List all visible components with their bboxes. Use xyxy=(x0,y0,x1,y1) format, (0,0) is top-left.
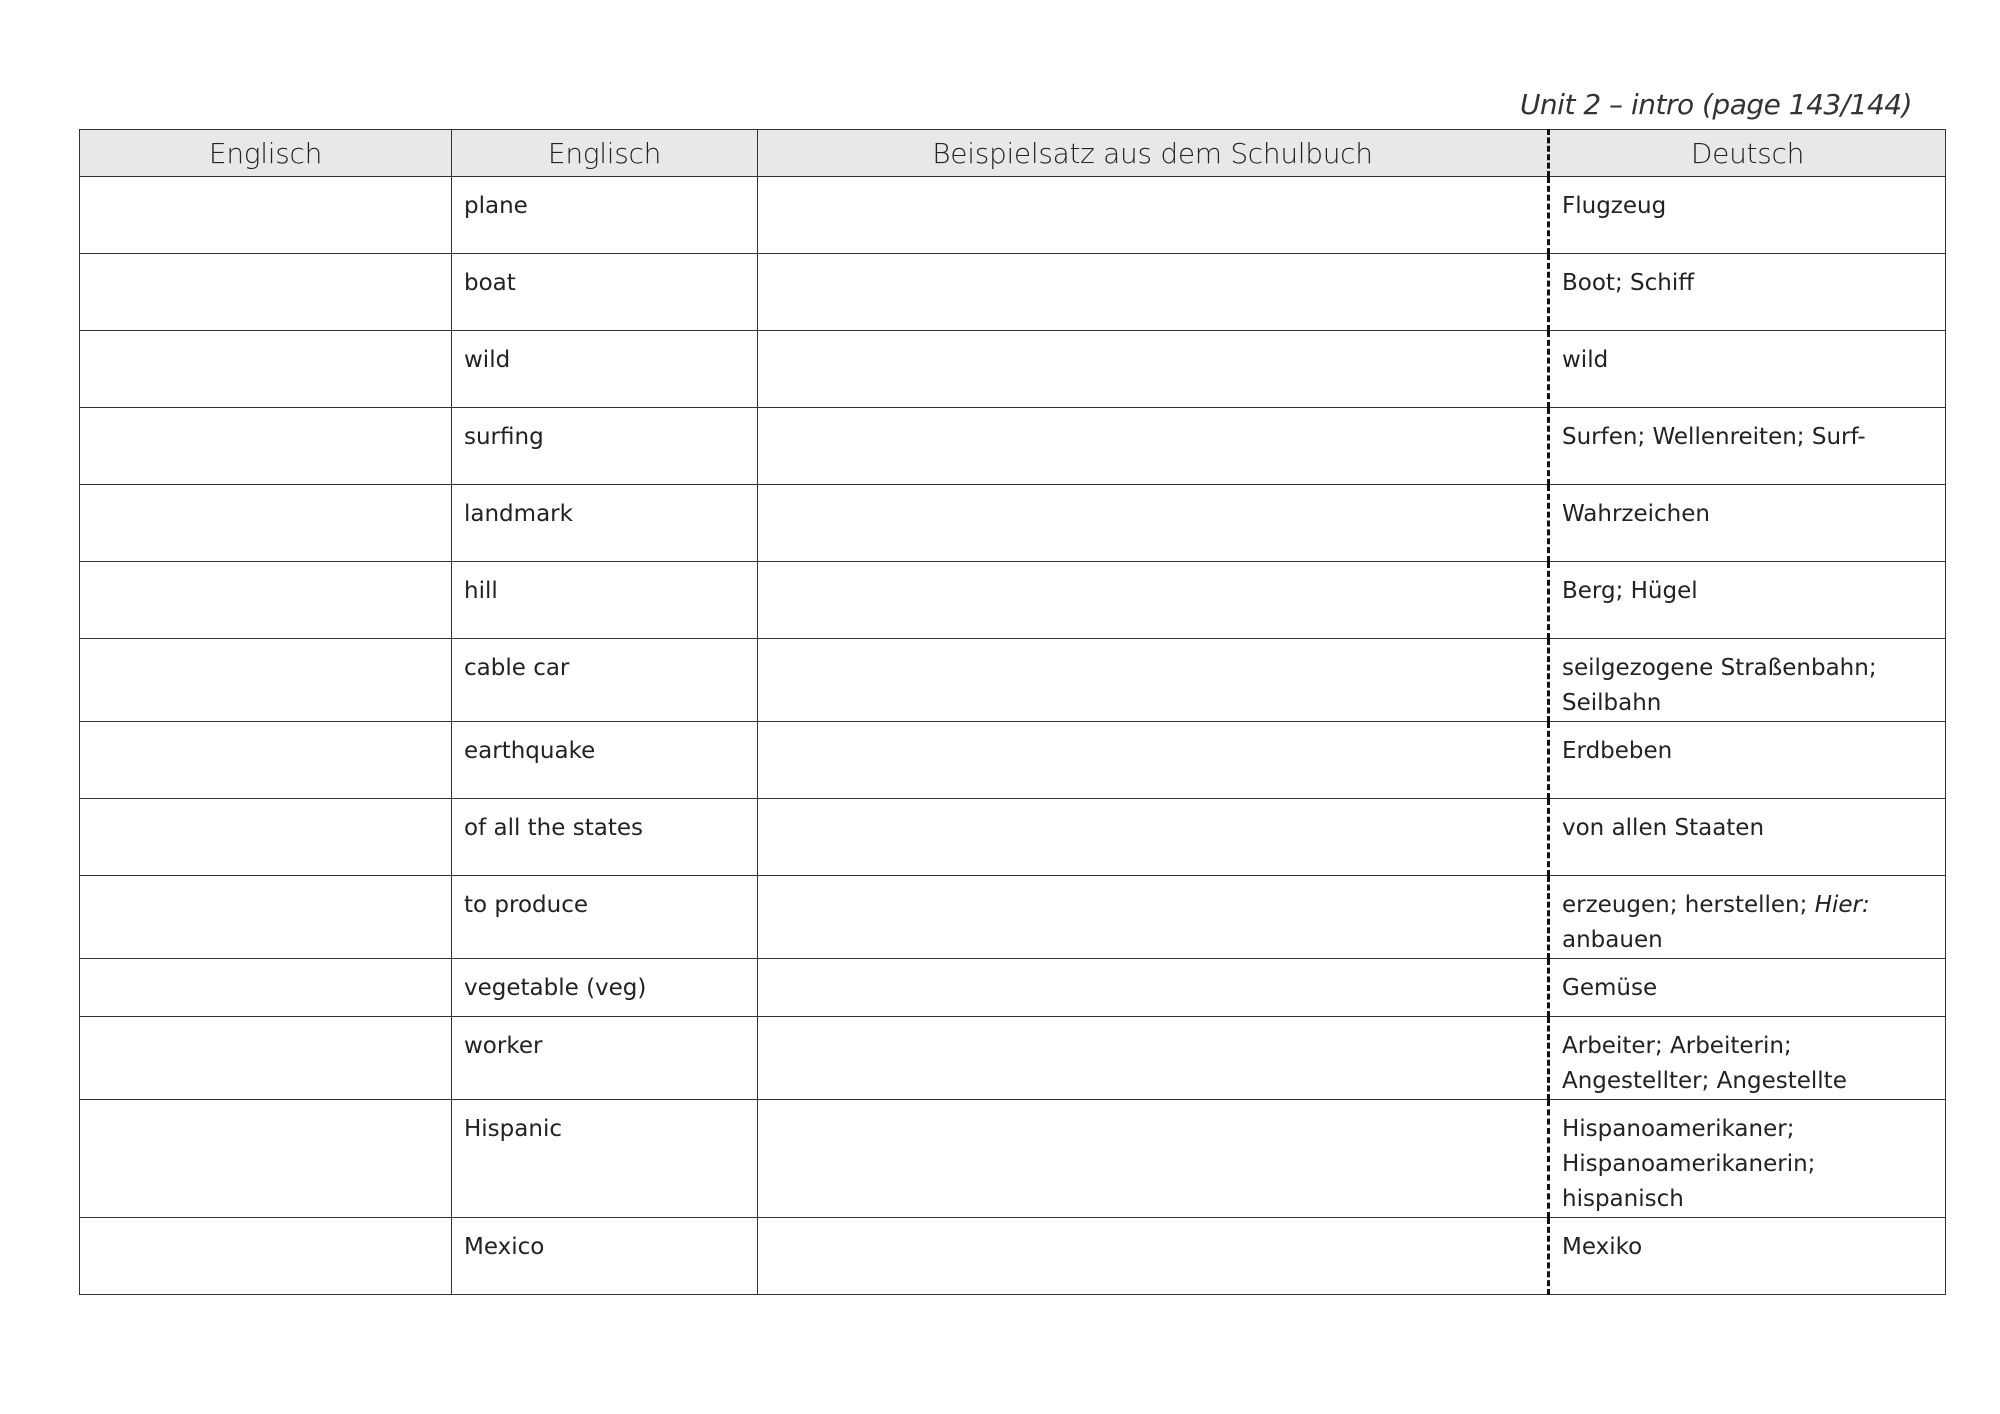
table-row xyxy=(80,254,1946,331)
example-sentence-cell[interactable] xyxy=(758,485,1549,562)
blank-english-cell[interactable] xyxy=(80,485,452,562)
english-word-cell: wild xyxy=(452,331,758,408)
german-translation-cell xyxy=(1549,876,1946,959)
table-row xyxy=(80,562,1946,639)
blank-english-cell[interactable] xyxy=(80,1100,452,1218)
example-sentence-cell[interactable] xyxy=(758,639,1549,722)
german-translation-cell: Arbeiter; Arbeiterin; Angestellter; Angestellte xyxy=(1549,1017,1946,1100)
header-deutsch: Deutsch xyxy=(1549,130,1946,177)
blank-english-cell[interactable] xyxy=(80,639,452,722)
example-sentence-cell[interactable] xyxy=(758,1017,1549,1100)
english-word-cell: Mexico xyxy=(452,1218,758,1295)
blank-english-cell[interactable] xyxy=(80,959,452,1017)
german-translation-cell: Surfen; Wellenreiten; Surf- xyxy=(1549,408,1946,485)
example-sentence-cell[interactable] xyxy=(758,331,1549,408)
english-word-cell: boat xyxy=(452,254,758,331)
german-translation-cell: Flugzeug xyxy=(1549,177,1946,254)
german-translation-cell: Boot; Schiff xyxy=(1549,254,1946,331)
vocabulary-table xyxy=(79,129,1946,1295)
header-englisch: Englisch xyxy=(452,130,758,177)
table-row xyxy=(80,485,1946,562)
german-translation-cell: Erdbeben xyxy=(1549,722,1946,799)
table-row xyxy=(80,722,1946,799)
example-sentence-cell[interactable] xyxy=(758,408,1549,485)
english-word-cell: vegetable (veg) xyxy=(452,959,758,1017)
blank-english-cell[interactable] xyxy=(80,722,452,799)
english-word-cell: earthquake xyxy=(452,722,758,799)
example-sentence-cell[interactable] xyxy=(758,1100,1549,1218)
english-word-cell: landmark xyxy=(452,485,758,562)
blank-english-cell[interactable] xyxy=(80,254,452,331)
table-row xyxy=(80,959,1946,1017)
header-row xyxy=(80,130,1946,177)
blank-english-cell[interactable] xyxy=(80,562,452,639)
german-translation-cell: von allen Staaten xyxy=(1549,799,1946,876)
example-sentence-cell[interactable] xyxy=(758,799,1549,876)
table-row xyxy=(80,1017,1946,1100)
english-word-cell: to produce xyxy=(452,876,758,959)
german-translation-cell: Hispanoamerikaner; Hispanoamerikanerin; hispanisch xyxy=(1549,1100,1946,1218)
german-translation-cell: wild xyxy=(1549,331,1946,408)
table-row xyxy=(80,177,1946,254)
example-sentence-cell[interactable] xyxy=(758,722,1549,799)
unit-title: Unit 2 – intro (page 143/144) xyxy=(1519,88,1912,121)
blank-english-cell[interactable] xyxy=(80,331,452,408)
english-word-cell: Hispanic xyxy=(452,1100,758,1218)
table-row xyxy=(80,408,1946,485)
example-sentence-cell[interactable] xyxy=(758,254,1549,331)
header-englisch-blank: Englisch xyxy=(80,130,452,177)
blank-english-cell[interactable] xyxy=(80,1017,452,1100)
context-hint: Hier: xyxy=(1814,892,1870,918)
english-word-cell: plane xyxy=(452,177,758,254)
english-word-cell: worker xyxy=(452,1017,758,1100)
table-row xyxy=(80,876,1946,959)
table-row xyxy=(80,1100,1946,1218)
english-word-cell: cable car xyxy=(452,639,758,722)
german-translation-cell: seilgezogene Straßenbahn; Seilbahn xyxy=(1549,639,1946,722)
german-translation-cell: Mexiko xyxy=(1549,1218,1946,1295)
english-word-cell: of all the states xyxy=(452,799,758,876)
table-row xyxy=(80,331,1946,408)
blank-english-cell[interactable] xyxy=(80,799,452,876)
german-translation-cell: Wahrzeichen xyxy=(1549,485,1946,562)
example-sentence-cell[interactable] xyxy=(758,177,1549,254)
blank-english-cell[interactable] xyxy=(80,408,452,485)
table-row xyxy=(80,639,1946,722)
table-row xyxy=(80,1218,1946,1295)
example-sentence-cell[interactable] xyxy=(758,876,1549,959)
english-word-cell: hill xyxy=(452,562,758,639)
example-sentence-cell[interactable] xyxy=(758,959,1549,1017)
german-translation-text: anbauen xyxy=(1562,927,1663,953)
german-translation-cell: Berg; Hügel xyxy=(1549,562,1946,639)
blank-english-cell[interactable] xyxy=(80,876,452,959)
example-sentence-cell[interactable] xyxy=(758,1218,1549,1295)
english-word-cell: surfing xyxy=(452,408,758,485)
blank-english-cell[interactable] xyxy=(80,177,452,254)
blank-english-cell[interactable] xyxy=(80,1218,452,1295)
german-translation-cell: Gemüse xyxy=(1549,959,1946,1017)
table-row xyxy=(80,799,1946,876)
header-example-sentence: Beispielsatz aus dem Schulbuch xyxy=(758,130,1549,177)
german-translation-text: erzeugen; herstellen; xyxy=(1562,892,1815,918)
example-sentence-cell[interactable] xyxy=(758,562,1549,639)
